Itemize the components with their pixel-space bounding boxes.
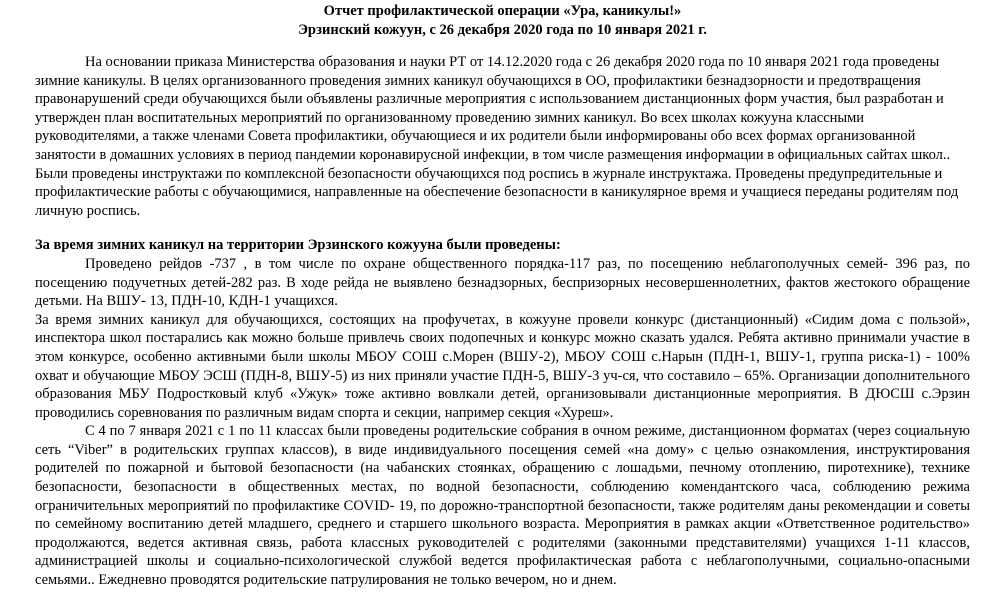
document-title-line-2: Эрзинский кожуун, с 26 декабря 2020 года по 10 января 2021 г.	[298, 21, 707, 38]
spacer	[35, 39, 970, 53]
meetings-paragraph: С 4 по 7 января 2021 с 1 по 11 классах были проведены родительские собрания в очном режиме, дистанционном форматах (через социальную сеть “Viber” в родительских группах классов), в виде индивидуального посещения семей «на дому» с целью ознакомления, инструктирования родителей по пожарной и бытовой безопасности (на чабанских стоянках, обращению с лошадьми, печному отоплению, пиротехнике), технике безопасности, безопасности в общественных местах, по водной безопасности, соблюдению комендантского часа, соблюдению режима ограничительных мероприятий по профилактике COVID- 19, по дорожно-транспортной безопасности, также родителям даны рекомендации и советы по семейному воспитанию детей младшего, среднего и старшего школьного возраста. Мероприятия в рамках акции «Ответственное родительство» продолжаются, ведется активная связь, работа классных руководителей с родителями (законными представителями) учащихся 1-11 классов, администрацией школы и социально-психологической службой ведется профилактическая работа с неблагополучными, социально-опасными семьями.. Ежедневно проводятся родительские патрулирования не только вечером, но и днем.	[35, 423, 970, 589]
section-heading: За время зимних каникул на территории Эрзинского кожууна были проведены:	[35, 237, 561, 254]
spacer	[35, 220, 970, 236]
document-title-line-1: Отчет профилактической операции «Ура, каникулы!»	[323, 3, 682, 19]
contest-paragraph: За время зимних каникул для обучающихся, состоящих на профучетах, в кожууне провели конкурс (дистанционный) «Сидим дома с пользой», инспектора школ постарались как можно больше привлечь своих подопечных и конкурс можно сказать удался. Ребята активно принимали участие в этом конкурсе, особенно активными были школы МБОУ СОШ с.Морен (ВШУ-2), МБОУ СОШ с.Нарын (ПДН-1, ВШУ-1, группа риска-1) - 100% охват и обучающие МБОУ ЭСШ (ПДН-8, ВШУ-5) из них приняли участие ПДН-5, ВШУ-3 уч-ся, что составило – 65%. Организации дополнительного образования МБУ Подростковый клуб «Ужук» тоже активно вовлкали детей, организовывали дистанционные мероприятия. В ДЮСШ с.Эрзин проводились соревнования по различным видам спорта и секции, например секция «Хуреш».	[35, 311, 970, 421]
document-page	[35, 2, 970, 590]
intro-paragraph: На основании приказа Министерства образования и науки РТ от 14.12.2020 года с 26 декабря 2020 года по 10 января 2021 года проведены зимние каникулы. В целях организованного проведения зимних каникул обучающихся в ОО, профилактики безнадзорности и предотвращения правонарушений среди обучающихся были объявлены различные мероприятия с использованием дистанционных форм участия, был разработан и утвержден план воспитательных мероприятий по организованному проведению зимних каникул. Во всех школах кожууна классными руководителями, а также членами Совета профилактики, обучающиеся и их родители были информированы обо всех формах организованной занятости в домашних условиях в период пандемии коронавирусной инфекции, в том числе размещения информации в официальных сайтах школ.. Были проведены инструктажи по комплексной безопасности обучающихся под роспись в журнале инструктажа. Проведены предупредительные и профилактические работы с обучающимися, направленные на обеспечение безопасности в каникулярное время и учащиеся переданы родителям под личную роспись.	[35, 54, 959, 219]
raids-paragraph: Проведено рейдов -737 , в том числе по охране общественного порядка-117 раз, по посещению неблагополучных семей- 396 раз, по посещению подучетных детей-282 раз. В ходе рейда не выявлено безнадзорных, беспризорных несовершеннолетних, фактов жестокого обращение детьми. На ВШУ- 13, ПДН-10, КДН-1 учащихся.	[35, 255, 970, 310]
